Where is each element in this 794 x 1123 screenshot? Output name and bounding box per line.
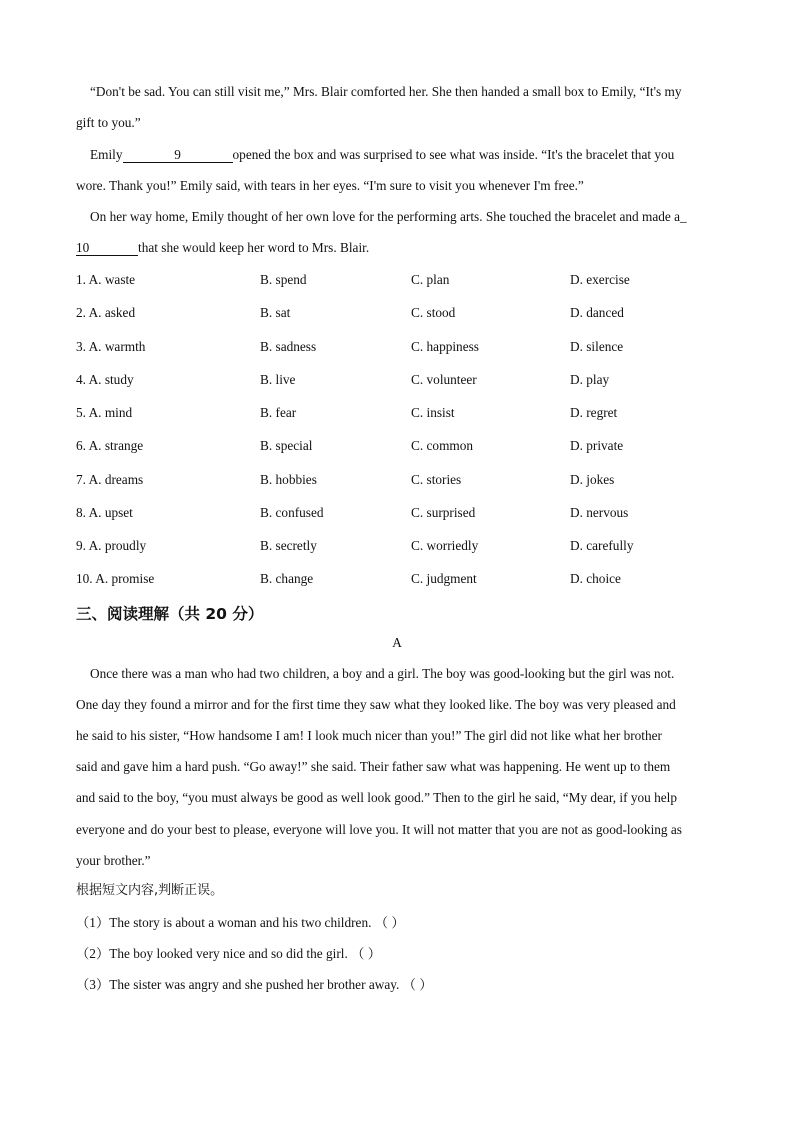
option-b: B. sadness xyxy=(260,339,317,354)
reading-line: he said to his sister, “How handsome I am! I look much nicer than you!” The girl did not like what her brother xyxy=(76,728,662,743)
option-a: 2. A. asked xyxy=(76,305,136,320)
answer-blank-9: 9 xyxy=(123,148,233,163)
reading-line: your brother.” xyxy=(76,853,151,868)
option-a: 10. A. promise xyxy=(76,571,155,586)
option-d: D. nervous xyxy=(570,505,629,520)
reading-line: Once there was a man who had two children, a boy and a girl. The boy was good-looking but the girl was not. xyxy=(90,666,675,681)
option-b: B. secretly xyxy=(260,538,317,553)
option-b: B. live xyxy=(260,372,296,387)
option-d: D. carefully xyxy=(570,538,634,553)
reading-line: and said to the boy, “you must always be good as well look good.” Then to the girl he said, “My dear, if you help xyxy=(76,790,678,805)
option-a: 3. A. warmth xyxy=(76,339,146,354)
option-b: B. spend xyxy=(260,272,307,287)
passage-text: opened the box and was surprised to see what was inside. “It's the bracelet that you xyxy=(232,147,675,162)
passage-line: gift to you.” xyxy=(76,115,141,130)
reading-line: said and gave him a hard push. “Go away!” she said. Their father saw what was happening. He went up to them xyxy=(76,759,671,774)
reading-line: One day they found a mirror and for the first time they saw what they looked like. The boy was very pleased and xyxy=(76,697,676,712)
option-c: C. judgment xyxy=(411,571,477,586)
option-d: D. exercise xyxy=(570,272,630,287)
option-d: D. choice xyxy=(570,571,621,586)
section-heading: 三、阅读理解（共 20 分） xyxy=(76,605,264,623)
option-a: 5. A. mind xyxy=(76,405,133,420)
option-a: 7. A. dreams xyxy=(76,472,144,487)
true-false-question: （2）The boy looked very nice and so did the girl. （ ） xyxy=(76,946,382,961)
option-a: 8. A. upset xyxy=(76,505,133,520)
passage-line-with-blank xyxy=(90,147,674,163)
option-b: B. confused xyxy=(260,505,324,520)
option-b: B. sat xyxy=(260,305,291,320)
passage-line-with-blank xyxy=(76,240,369,256)
option-a: 9. A. proudly xyxy=(76,538,147,553)
option-d: D. play xyxy=(570,372,610,387)
option-c: C. happiness xyxy=(411,339,479,354)
option-b: B. special xyxy=(260,438,313,453)
option-a: 6. A. strange xyxy=(76,438,144,453)
option-b: B. hobbies xyxy=(260,472,317,487)
option-c: C. insist xyxy=(411,405,455,420)
option-c: C. worriedly xyxy=(411,538,479,553)
option-a: 4. A. study xyxy=(76,372,134,387)
true-false-question: （1）The story is about a woman and his two children. （ ） xyxy=(76,915,405,930)
passage-line: “Don't be sad. You can still visit me,” Mrs. Blair comforted her. She then handed a small box to Emily, “It's my xyxy=(90,84,682,99)
answer-blank-10: 10 xyxy=(76,241,138,256)
option-d: D. danced xyxy=(570,305,624,320)
option-d: D. silence xyxy=(570,339,624,354)
passage-line: On her way home, Emily thought of her own love for the performing arts. She touched the bracelet and made a_ xyxy=(90,209,687,224)
option-c: C. surprised xyxy=(411,505,476,520)
instruction-text: 根据短文内容,判断正误。 xyxy=(76,883,224,898)
option-d: D. private xyxy=(570,438,624,453)
option-c: C. common xyxy=(411,438,474,453)
option-d: D. jokes xyxy=(570,472,615,487)
part-label: A xyxy=(392,635,402,650)
option-d: D. regret xyxy=(570,405,618,420)
true-false-question: （3）The sister was angry and she pushed her brother away. （ ） xyxy=(76,977,433,992)
option-c: C. stories xyxy=(411,472,462,487)
passage-text: Emily xyxy=(90,147,123,162)
reading-line: everyone and do your best to please, everyone will love you. It will not matter that you are not as good-looking as xyxy=(76,822,682,837)
option-b: B. fear xyxy=(260,405,297,420)
option-b: B. change xyxy=(260,571,314,586)
option-c: C. plan xyxy=(411,272,450,287)
option-a: 1. A. waste xyxy=(76,272,136,287)
option-c: C. volunteer xyxy=(411,372,477,387)
passage-line: wore. Thank you!” Emily said, with tears in her eyes. “I'm sure to visit you whenever I'm free.” xyxy=(76,178,584,193)
passage-text: that she would keep her word to Mrs. Blair. xyxy=(138,240,370,255)
option-c: C. stood xyxy=(411,305,456,320)
